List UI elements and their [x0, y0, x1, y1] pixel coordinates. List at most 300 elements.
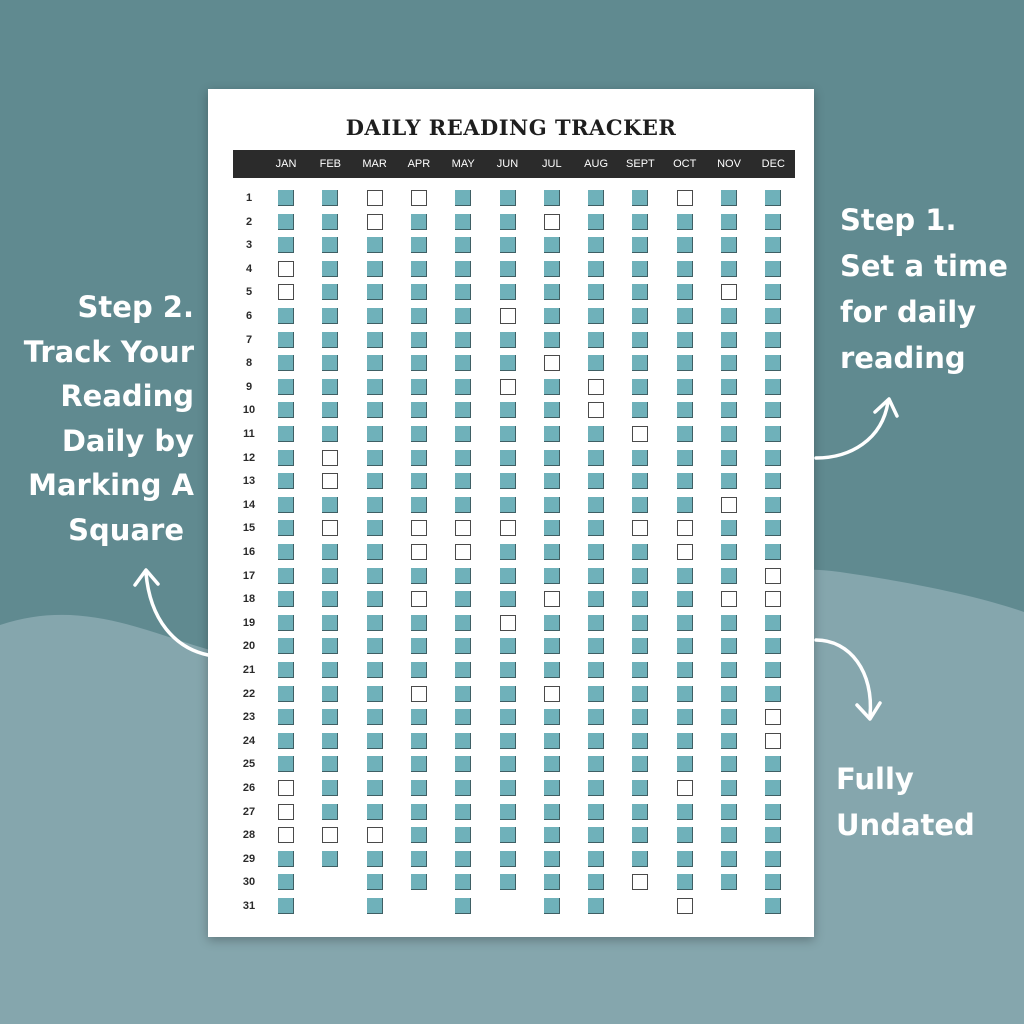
- day-checkbox[interactable]: [765, 638, 781, 654]
- day-checkbox[interactable]: [278, 520, 294, 536]
- day-checkbox[interactable]: [367, 615, 383, 631]
- day-checkbox[interactable]: [765, 874, 781, 890]
- day-checkbox[interactable]: [455, 332, 471, 348]
- day-checkbox[interactable]: [500, 520, 516, 536]
- day-checkbox[interactable]: [765, 214, 781, 230]
- day-checkbox[interactable]: [411, 686, 427, 702]
- day-checkbox[interactable]: [544, 214, 560, 230]
- day-checkbox[interactable]: [765, 568, 781, 584]
- day-checkbox[interactable]: [367, 591, 383, 607]
- day-checkbox[interactable]: [322, 520, 338, 536]
- day-checkbox[interactable]: [500, 473, 516, 489]
- day-checkbox[interactable]: [544, 733, 560, 749]
- day-checkbox[interactable]: [367, 473, 383, 489]
- day-checkbox[interactable]: [278, 709, 294, 725]
- day-checkbox[interactable]: [500, 686, 516, 702]
- day-checkbox[interactable]: [677, 615, 693, 631]
- day-checkbox[interactable]: [367, 497, 383, 513]
- day-checkbox[interactable]: [455, 638, 471, 654]
- day-checkbox[interactable]: [455, 615, 471, 631]
- day-checkbox[interactable]: [411, 804, 427, 820]
- day-checkbox[interactable]: [588, 733, 604, 749]
- day-checkbox[interactable]: [411, 709, 427, 725]
- day-checkbox[interactable]: [455, 402, 471, 418]
- day-checkbox[interactable]: [411, 733, 427, 749]
- day-checkbox[interactable]: [367, 733, 383, 749]
- day-checkbox[interactable]: [322, 355, 338, 371]
- day-checkbox[interactable]: [632, 804, 648, 820]
- day-checkbox[interactable]: [677, 237, 693, 253]
- day-checkbox[interactable]: [367, 332, 383, 348]
- day-checkbox[interactable]: [322, 190, 338, 206]
- day-checkbox[interactable]: [278, 402, 294, 418]
- day-checkbox[interactable]: [721, 827, 737, 843]
- day-checkbox[interactable]: [367, 709, 383, 725]
- day-checkbox[interactable]: [500, 237, 516, 253]
- day-checkbox[interactable]: [411, 308, 427, 324]
- day-checkbox[interactable]: [411, 214, 427, 230]
- day-checkbox[interactable]: [322, 402, 338, 418]
- day-checkbox[interactable]: [367, 402, 383, 418]
- day-checkbox[interactable]: [632, 591, 648, 607]
- day-checkbox[interactable]: [455, 780, 471, 796]
- day-checkbox[interactable]: [411, 851, 427, 867]
- day-checkbox[interactable]: [411, 756, 427, 772]
- day-checkbox[interactable]: [322, 615, 338, 631]
- day-checkbox[interactable]: [588, 284, 604, 300]
- day-checkbox[interactable]: [455, 284, 471, 300]
- day-checkbox[interactable]: [721, 214, 737, 230]
- day-checkbox[interactable]: [322, 756, 338, 772]
- day-checkbox[interactable]: [544, 709, 560, 725]
- day-checkbox[interactable]: [544, 615, 560, 631]
- day-checkbox[interactable]: [544, 426, 560, 442]
- day-checkbox[interactable]: [544, 756, 560, 772]
- day-checkbox[interactable]: [455, 898, 471, 914]
- day-checkbox[interactable]: [278, 851, 294, 867]
- day-checkbox[interactable]: [721, 379, 737, 395]
- day-checkbox[interactable]: [588, 591, 604, 607]
- day-checkbox[interactable]: [677, 733, 693, 749]
- day-checkbox[interactable]: [632, 544, 648, 560]
- day-checkbox[interactable]: [500, 851, 516, 867]
- day-checkbox[interactable]: [500, 568, 516, 584]
- day-checkbox[interactable]: [632, 638, 648, 654]
- day-checkbox[interactable]: [322, 638, 338, 654]
- day-checkbox[interactable]: [677, 520, 693, 536]
- day-checkbox[interactable]: [500, 332, 516, 348]
- day-checkbox[interactable]: [455, 308, 471, 324]
- day-checkbox[interactable]: [367, 426, 383, 442]
- day-checkbox[interactable]: [544, 402, 560, 418]
- day-checkbox[interactable]: [588, 450, 604, 466]
- day-checkbox[interactable]: [677, 591, 693, 607]
- day-checkbox[interactable]: [677, 214, 693, 230]
- day-checkbox[interactable]: [632, 473, 648, 489]
- day-checkbox[interactable]: [367, 214, 383, 230]
- day-checkbox[interactable]: [500, 355, 516, 371]
- day-checkbox[interactable]: [322, 497, 338, 513]
- day-checkbox[interactable]: [367, 662, 383, 678]
- day-checkbox[interactable]: [677, 874, 693, 890]
- day-checkbox[interactable]: [455, 497, 471, 513]
- day-checkbox[interactable]: [278, 591, 294, 607]
- day-checkbox[interactable]: [588, 544, 604, 560]
- day-checkbox[interactable]: [500, 402, 516, 418]
- day-checkbox[interactable]: [588, 426, 604, 442]
- day-checkbox[interactable]: [588, 190, 604, 206]
- day-checkbox[interactable]: [765, 827, 781, 843]
- day-checkbox[interactable]: [544, 662, 560, 678]
- day-checkbox[interactable]: [500, 450, 516, 466]
- day-checkbox[interactable]: [765, 426, 781, 442]
- day-checkbox[interactable]: [278, 261, 294, 277]
- day-checkbox[interactable]: [544, 568, 560, 584]
- day-checkbox[interactable]: [632, 497, 648, 513]
- day-checkbox[interactable]: [632, 568, 648, 584]
- day-checkbox[interactable]: [632, 308, 648, 324]
- day-checkbox[interactable]: [721, 473, 737, 489]
- day-checkbox[interactable]: [322, 780, 338, 796]
- day-checkbox[interactable]: [588, 827, 604, 843]
- day-checkbox[interactable]: [278, 804, 294, 820]
- day-checkbox[interactable]: [411, 379, 427, 395]
- day-checkbox[interactable]: [455, 827, 471, 843]
- day-checkbox[interactable]: [721, 686, 737, 702]
- day-checkbox[interactable]: [765, 332, 781, 348]
- day-checkbox[interactable]: [544, 308, 560, 324]
- day-checkbox[interactable]: [455, 756, 471, 772]
- day-checkbox[interactable]: [765, 520, 781, 536]
- day-checkbox[interactable]: [322, 308, 338, 324]
- day-checkbox[interactable]: [411, 332, 427, 348]
- day-checkbox[interactable]: [721, 568, 737, 584]
- day-checkbox[interactable]: [721, 261, 737, 277]
- day-checkbox[interactable]: [677, 190, 693, 206]
- day-checkbox[interactable]: [721, 638, 737, 654]
- day-checkbox[interactable]: [588, 686, 604, 702]
- day-checkbox[interactable]: [721, 709, 737, 725]
- day-checkbox[interactable]: [411, 591, 427, 607]
- day-checkbox[interactable]: [588, 214, 604, 230]
- day-checkbox[interactable]: [455, 237, 471, 253]
- day-checkbox[interactable]: [721, 662, 737, 678]
- day-checkbox[interactable]: [632, 874, 648, 890]
- day-checkbox[interactable]: [632, 237, 648, 253]
- day-checkbox[interactable]: [322, 733, 338, 749]
- day-checkbox[interactable]: [677, 450, 693, 466]
- day-checkbox[interactable]: [544, 686, 560, 702]
- day-checkbox[interactable]: [544, 780, 560, 796]
- day-checkbox[interactable]: [367, 780, 383, 796]
- day-checkbox[interactable]: [544, 284, 560, 300]
- day-checkbox[interactable]: [278, 733, 294, 749]
- day-checkbox[interactable]: [677, 473, 693, 489]
- day-checkbox[interactable]: [411, 190, 427, 206]
- day-checkbox[interactable]: [765, 544, 781, 560]
- day-checkbox[interactable]: [677, 686, 693, 702]
- day-checkbox[interactable]: [278, 473, 294, 489]
- day-checkbox[interactable]: [278, 426, 294, 442]
- day-checkbox[interactable]: [765, 190, 781, 206]
- day-checkbox[interactable]: [367, 520, 383, 536]
- day-checkbox[interactable]: [411, 237, 427, 253]
- day-checkbox[interactable]: [544, 544, 560, 560]
- day-checkbox[interactable]: [677, 851, 693, 867]
- day-checkbox[interactable]: [500, 426, 516, 442]
- day-checkbox[interactable]: [677, 379, 693, 395]
- day-checkbox[interactable]: [677, 780, 693, 796]
- day-checkbox[interactable]: [322, 686, 338, 702]
- day-checkbox[interactable]: [588, 709, 604, 725]
- day-checkbox[interactable]: [544, 190, 560, 206]
- day-checkbox[interactable]: [500, 780, 516, 796]
- day-checkbox[interactable]: [455, 662, 471, 678]
- day-checkbox[interactable]: [455, 473, 471, 489]
- day-checkbox[interactable]: [765, 851, 781, 867]
- day-checkbox[interactable]: [455, 379, 471, 395]
- day-checkbox[interactable]: [411, 284, 427, 300]
- day-checkbox[interactable]: [677, 898, 693, 914]
- day-checkbox[interactable]: [588, 237, 604, 253]
- day-checkbox[interactable]: [278, 332, 294, 348]
- day-checkbox[interactable]: [588, 638, 604, 654]
- day-checkbox[interactable]: [500, 308, 516, 324]
- day-checkbox[interactable]: [632, 709, 648, 725]
- day-checkbox[interactable]: [367, 379, 383, 395]
- day-checkbox[interactable]: [455, 544, 471, 560]
- day-checkbox[interactable]: [588, 308, 604, 324]
- day-checkbox[interactable]: [588, 497, 604, 513]
- day-checkbox[interactable]: [544, 261, 560, 277]
- day-checkbox[interactable]: [411, 638, 427, 654]
- day-checkbox[interactable]: [765, 709, 781, 725]
- day-checkbox[interactable]: [278, 237, 294, 253]
- day-checkbox[interactable]: [500, 874, 516, 890]
- day-checkbox[interactable]: [500, 756, 516, 772]
- day-checkbox[interactable]: [278, 214, 294, 230]
- day-checkbox[interactable]: [500, 591, 516, 607]
- day-checkbox[interactable]: [765, 379, 781, 395]
- day-checkbox[interactable]: [367, 804, 383, 820]
- day-checkbox[interactable]: [278, 756, 294, 772]
- day-checkbox[interactable]: [721, 874, 737, 890]
- day-checkbox[interactable]: [322, 450, 338, 466]
- day-checkbox[interactable]: [500, 804, 516, 820]
- day-checkbox[interactable]: [677, 284, 693, 300]
- day-checkbox[interactable]: [588, 355, 604, 371]
- day-checkbox[interactable]: [455, 190, 471, 206]
- day-checkbox[interactable]: [500, 638, 516, 654]
- day-checkbox[interactable]: [632, 520, 648, 536]
- day-checkbox[interactable]: [411, 874, 427, 890]
- day-checkbox[interactable]: [500, 261, 516, 277]
- day-checkbox[interactable]: [278, 308, 294, 324]
- day-checkbox[interactable]: [677, 332, 693, 348]
- day-checkbox[interactable]: [367, 638, 383, 654]
- day-checkbox[interactable]: [765, 804, 781, 820]
- day-checkbox[interactable]: [500, 214, 516, 230]
- day-checkbox[interactable]: [411, 473, 427, 489]
- day-checkbox[interactable]: [278, 450, 294, 466]
- day-checkbox[interactable]: [367, 355, 383, 371]
- day-checkbox[interactable]: [632, 686, 648, 702]
- day-checkbox[interactable]: [455, 733, 471, 749]
- day-checkbox[interactable]: [544, 520, 560, 536]
- day-checkbox[interactable]: [721, 780, 737, 796]
- day-checkbox[interactable]: [677, 426, 693, 442]
- day-checkbox[interactable]: [278, 190, 294, 206]
- day-checkbox[interactable]: [322, 426, 338, 442]
- day-checkbox[interactable]: [721, 851, 737, 867]
- day-checkbox[interactable]: [632, 450, 648, 466]
- day-checkbox[interactable]: [544, 638, 560, 654]
- day-checkbox[interactable]: [765, 898, 781, 914]
- day-checkbox[interactable]: [278, 497, 294, 513]
- day-checkbox[interactable]: [632, 355, 648, 371]
- day-checkbox[interactable]: [721, 190, 737, 206]
- day-checkbox[interactable]: [455, 568, 471, 584]
- day-checkbox[interactable]: [765, 591, 781, 607]
- day-checkbox[interactable]: [455, 874, 471, 890]
- day-checkbox[interactable]: [322, 544, 338, 560]
- day-checkbox[interactable]: [322, 332, 338, 348]
- day-checkbox[interactable]: [500, 827, 516, 843]
- day-checkbox[interactable]: [632, 733, 648, 749]
- day-checkbox[interactable]: [677, 355, 693, 371]
- day-checkbox[interactable]: [588, 851, 604, 867]
- day-checkbox[interactable]: [721, 426, 737, 442]
- day-checkbox[interactable]: [544, 497, 560, 513]
- day-checkbox[interactable]: [765, 261, 781, 277]
- day-checkbox[interactable]: [322, 214, 338, 230]
- day-checkbox[interactable]: [411, 402, 427, 418]
- day-checkbox[interactable]: [500, 379, 516, 395]
- day-checkbox[interactable]: [632, 214, 648, 230]
- day-checkbox[interactable]: [411, 662, 427, 678]
- day-checkbox[interactable]: [677, 261, 693, 277]
- day-checkbox[interactable]: [588, 780, 604, 796]
- day-checkbox[interactable]: [721, 544, 737, 560]
- day-checkbox[interactable]: [632, 756, 648, 772]
- day-checkbox[interactable]: [278, 284, 294, 300]
- day-checkbox[interactable]: [544, 898, 560, 914]
- day-checkbox[interactable]: [588, 473, 604, 489]
- day-checkbox[interactable]: [765, 355, 781, 371]
- day-checkbox[interactable]: [411, 261, 427, 277]
- day-checkbox[interactable]: [677, 662, 693, 678]
- day-checkbox[interactable]: [632, 190, 648, 206]
- day-checkbox[interactable]: [322, 237, 338, 253]
- day-checkbox[interactable]: [544, 332, 560, 348]
- day-checkbox[interactable]: [765, 780, 781, 796]
- day-checkbox[interactable]: [632, 662, 648, 678]
- day-checkbox[interactable]: [632, 615, 648, 631]
- day-checkbox[interactable]: [455, 686, 471, 702]
- day-checkbox[interactable]: [544, 874, 560, 890]
- day-checkbox[interactable]: [455, 804, 471, 820]
- day-checkbox[interactable]: [632, 780, 648, 796]
- day-checkbox[interactable]: [455, 214, 471, 230]
- day-checkbox[interactable]: [765, 686, 781, 702]
- day-checkbox[interactable]: [588, 568, 604, 584]
- day-checkbox[interactable]: [278, 379, 294, 395]
- day-checkbox[interactable]: [322, 591, 338, 607]
- day-checkbox[interactable]: [765, 308, 781, 324]
- day-checkbox[interactable]: [500, 544, 516, 560]
- day-checkbox[interactable]: [367, 851, 383, 867]
- day-checkbox[interactable]: [765, 615, 781, 631]
- day-checkbox[interactable]: [544, 379, 560, 395]
- day-checkbox[interactable]: [322, 851, 338, 867]
- day-checkbox[interactable]: [367, 190, 383, 206]
- day-checkbox[interactable]: [322, 662, 338, 678]
- day-checkbox[interactable]: [721, 450, 737, 466]
- day-checkbox[interactable]: [588, 402, 604, 418]
- day-checkbox[interactable]: [411, 827, 427, 843]
- day-checkbox[interactable]: [721, 733, 737, 749]
- day-checkbox[interactable]: [278, 355, 294, 371]
- day-checkbox[interactable]: [544, 237, 560, 253]
- day-checkbox[interactable]: [765, 497, 781, 513]
- day-checkbox[interactable]: [322, 473, 338, 489]
- day-checkbox[interactable]: [721, 237, 737, 253]
- day-checkbox[interactable]: [588, 379, 604, 395]
- day-checkbox[interactable]: [588, 520, 604, 536]
- day-checkbox[interactable]: [411, 450, 427, 466]
- day-checkbox[interactable]: [677, 827, 693, 843]
- day-checkbox[interactable]: [765, 450, 781, 466]
- day-checkbox[interactable]: [455, 355, 471, 371]
- day-checkbox[interactable]: [677, 638, 693, 654]
- day-checkbox[interactable]: [588, 615, 604, 631]
- day-checkbox[interactable]: [367, 284, 383, 300]
- day-checkbox[interactable]: [411, 780, 427, 796]
- day-checkbox[interactable]: [544, 591, 560, 607]
- day-checkbox[interactable]: [588, 332, 604, 348]
- day-checkbox[interactable]: [455, 426, 471, 442]
- day-checkbox[interactable]: [632, 402, 648, 418]
- day-checkbox[interactable]: [455, 520, 471, 536]
- day-checkbox[interactable]: [765, 733, 781, 749]
- day-checkbox[interactable]: [632, 379, 648, 395]
- day-checkbox[interactable]: [765, 662, 781, 678]
- day-checkbox[interactable]: [278, 615, 294, 631]
- day-checkbox[interactable]: [588, 804, 604, 820]
- day-checkbox[interactable]: [455, 709, 471, 725]
- day-checkbox[interactable]: [677, 756, 693, 772]
- day-checkbox[interactable]: [500, 497, 516, 513]
- day-checkbox[interactable]: [278, 638, 294, 654]
- day-checkbox[interactable]: [278, 544, 294, 560]
- day-checkbox[interactable]: [765, 756, 781, 772]
- day-checkbox[interactable]: [721, 804, 737, 820]
- day-checkbox[interactable]: [411, 520, 427, 536]
- day-checkbox[interactable]: [721, 497, 737, 513]
- day-checkbox[interactable]: [544, 851, 560, 867]
- day-checkbox[interactable]: [632, 332, 648, 348]
- day-checkbox[interactable]: [721, 756, 737, 772]
- day-checkbox[interactable]: [455, 450, 471, 466]
- day-checkbox[interactable]: [500, 733, 516, 749]
- day-checkbox[interactable]: [544, 473, 560, 489]
- day-checkbox[interactable]: [367, 450, 383, 466]
- day-checkbox[interactable]: [411, 426, 427, 442]
- day-checkbox[interactable]: [278, 898, 294, 914]
- day-checkbox[interactable]: [322, 709, 338, 725]
- day-checkbox[interactable]: [278, 780, 294, 796]
- day-checkbox[interactable]: [588, 898, 604, 914]
